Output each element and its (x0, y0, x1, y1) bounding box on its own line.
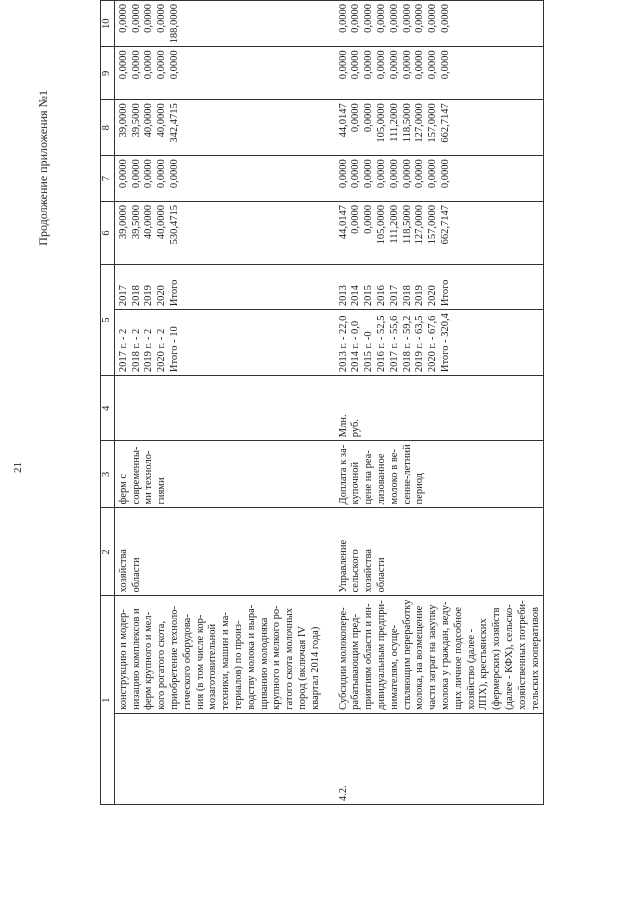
funding-total-cell: 39,0000 39,5000 40,0000 40,0000 530,4715 (114, 202, 323, 265)
column-number: 10 (101, 1, 115, 47)
row-number-cell: 4.2. (324, 713, 544, 804)
indicator-cell: 2017 г. - 2 2018 г. - 2 2019 г. - 2 2020 г. - 2 Итого - 10 (114, 310, 323, 376)
local-budget-cell: 0,0000 0,0000 0,0000 0,0000 0,0000 0,0000 0,0000 0,0000 0,0000 (324, 47, 544, 100)
indicator-cell: 2013 г. - 22,0 2014 г. - 0,0 2015 г. -0 2016 г. - 52,5 2017 г. - 55,6 2018 г. - 59,2 2019 г. - 63,5 2020 г. - 67,6 Итого - 320,4 (324, 310, 544, 376)
table-row (114, 1, 323, 805)
unit-cell: Млн. руб. (324, 376, 544, 441)
column-number: 3 (101, 441, 115, 508)
description-cell: Субсидии молокопере- рабатывающим пред- приятиям области и ин- дивидуальным предпри- нимателям, осуще- ствляющим переработку молока, на возмещение части затрат на закупку молока у граждан, веду- щих личное подсобное хозяйство (далее - ЛПХ), крестьянских (фермерских) хозяйств (далее - КФХ), сельско- хозяйственных потреби- тельских кооперативов (324, 596, 544, 713)
regional-budget-cell: 44,0147 0,0000 0,0000 105,0000 111,2000 118,5000 127,0000 157,0000 662,7147 (324, 100, 544, 156)
column-number: 7 (101, 156, 115, 202)
federal-budget-cell: 0,0000 0,0000 0,0000 0,0000 0,0000 0,0000 0,0000 0,0000 0,0000 (324, 156, 544, 202)
executor-cell: хозяйства области (114, 508, 323, 596)
column-number: 2 (101, 508, 115, 596)
column-number: 6 (101, 202, 115, 265)
page-number: 21 (12, 462, 24, 473)
program-activities-table (100, 0, 544, 805)
extra-budget-cell: 0,0000 0,0000 0,0000 0,0000 188,0000 (114, 1, 323, 47)
table-row (324, 1, 544, 805)
description-cell: конструкцию и модер- низацию комплексов и ферм крупного и мел- кого рогатого скота, приобретение техноло- гического оборудова- ния (в том числе кор- мозаготовительной техники, машин и ма- териалов) по произ- водству молока и выра- щиванию молодняка крупного и мелкого ро- гатого скота молочных пород (включая IV квартал 2014 года) (114, 596, 323, 713)
federal-budget-cell: 0,0000 0,0000 0,0000 0,0000 0,0000 (114, 156, 323, 202)
column-number: 1 (101, 596, 115, 805)
extra-budget-cell: 0,0000 0,0000 0,0000 0,0000 0,0000 0,0000 0,0000 0,0000 0,0000 (324, 1, 544, 47)
column-number: 8 (101, 100, 115, 156)
unit-cell (114, 376, 323, 441)
regional-budget-cell: 39,0000 39,5000 40,0000 40,0000 342,4715 (114, 100, 323, 156)
appendix-continuation-label: Продолжение приложения №1 (36, 90, 50, 246)
year-cell: 2013 2014 2015 2016 2017 2018 2019 2020 Итого (324, 265, 544, 310)
column-number-row (101, 1, 115, 805)
executor-cell: Управление сельского хозяйства области (324, 508, 544, 596)
column-number: 5 (101, 265, 115, 376)
column-number: 9 (101, 47, 115, 100)
funding-total-cell: 44,0147 0,0000 0,0000 105,0000 111,2000 118,5000 127,0000 157,0000 662,7147 (324, 202, 544, 265)
row-number-cell (114, 713, 323, 804)
local-budget-cell: 0,0000 0,0000 0,0000 0,0000 0,0000 (114, 47, 323, 100)
measure-cell: ферм с современны- ми техноло- гиями (114, 441, 323, 508)
year-cell: 2017 2018 2019 2020 Итого (114, 265, 323, 310)
measure-cell: Доплата к за- купочной цене на реа- лизованное молоко в ве- сенне-летний период (324, 441, 544, 508)
column-number: 4 (101, 376, 115, 441)
